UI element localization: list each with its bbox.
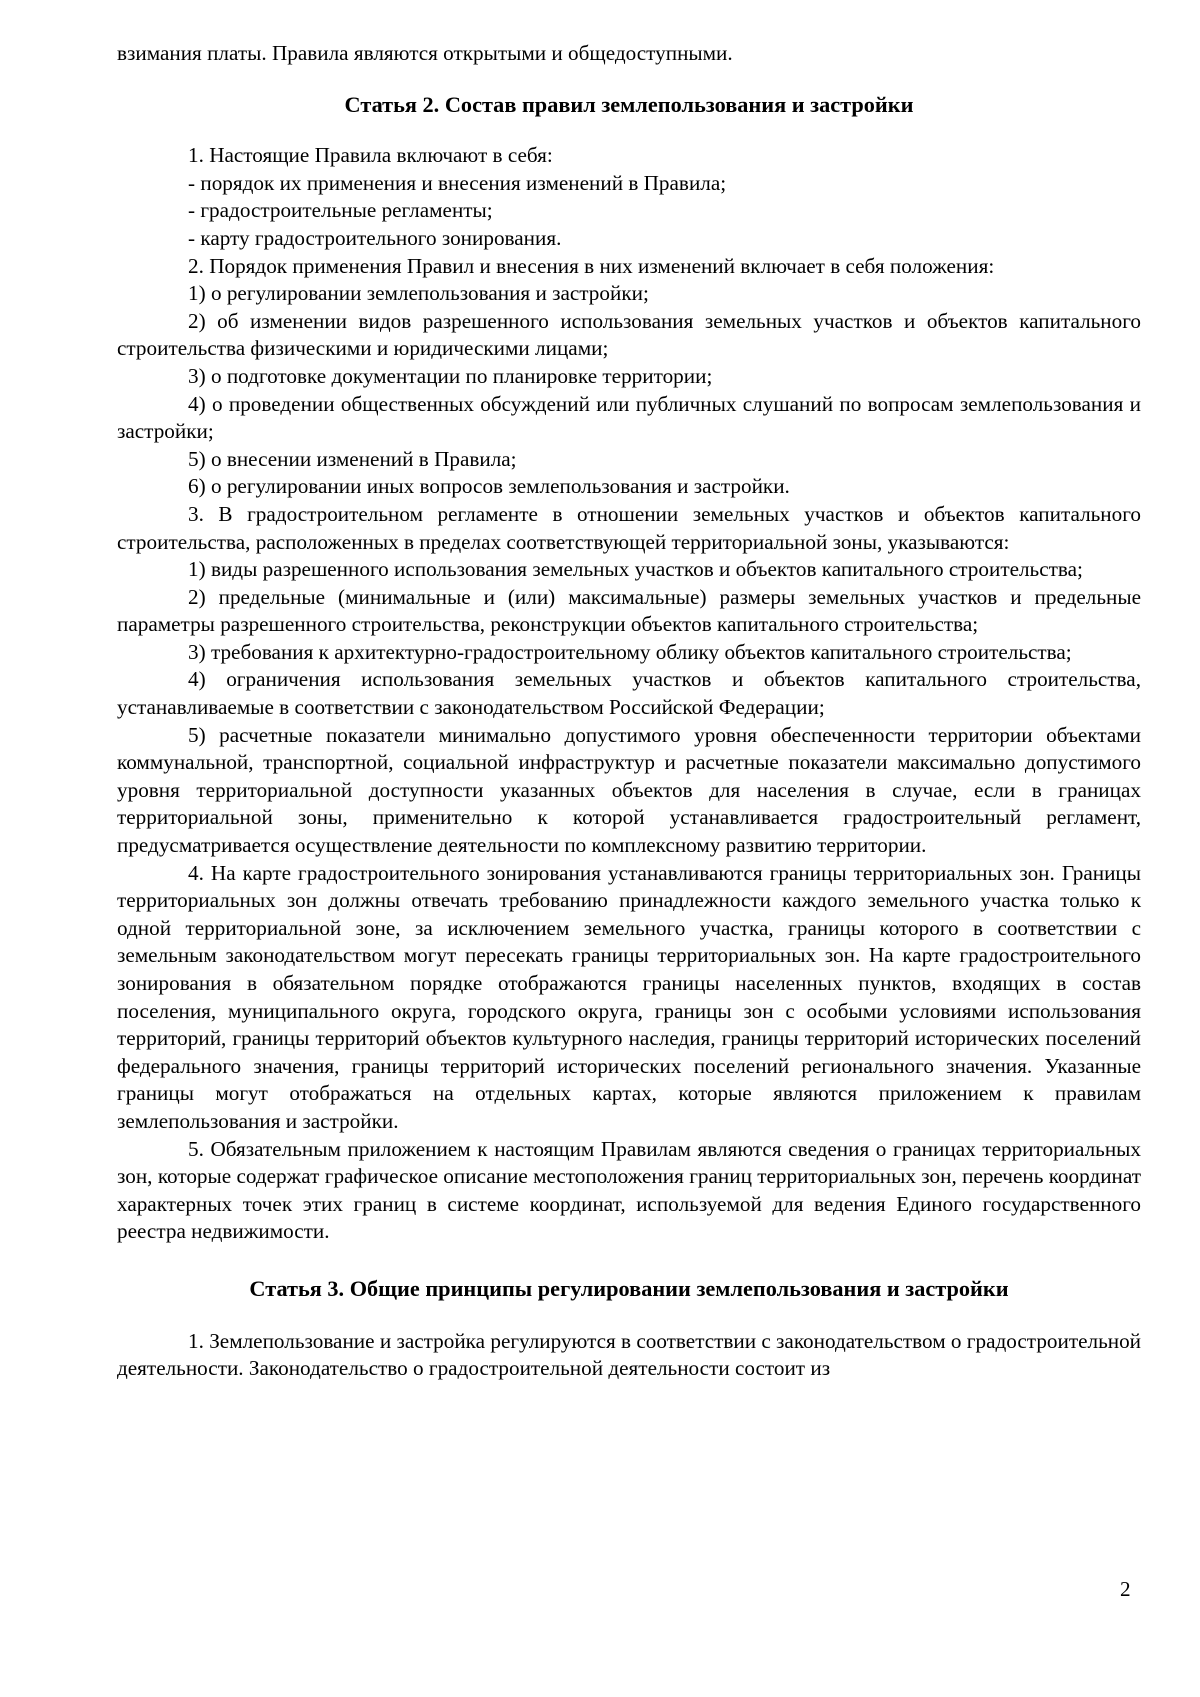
list-item: 2) об изменении видов разрешенного использования земельных участков и объектов капитального строительства физическими и юридическими лицами; [117, 308, 1141, 361]
list-item: - порядок их применения и внесения изменений в Правила; [188, 170, 727, 195]
list-item: 1) виды разрешенного использования земельных участков и объектов капитального строительства; [188, 557, 1083, 582]
list-item: 2) предельные (минимальные и (или) максимальные) размеры земельных участков и предельные параметры разрешенного строительства, реконструкции объектов капитального строительства; [117, 584, 1141, 637]
article-2-heading: Статья 2. Состав правил землепользования и застройки [344, 91, 914, 117]
paragraph: 1. Настоящие Правила включают в себя: [188, 143, 553, 168]
paragraph: 2. Порядок применения Правил и внесения в них изменений включает в себя положения: [188, 253, 995, 278]
paragraph: 5. Обязательным приложением к настоящим Правилам являются сведения о границах территориальных зон, которые содержат графическое описание местоположения границ территориальных зон, перечень координат характерных точек этих границ в системе координат, используемой для ведения Единого государственного реестра недвижимости. [117, 1136, 1141, 1244]
list-item: 3) о подготовке документации по планировке территории; [188, 363, 713, 388]
paragraph: 3. В градостроительном регламенте в отношении земельных участков и объектов капитального строительства, расположенных в пределах соответствующей территориальной зоны, указываются: [117, 501, 1141, 554]
list-item: 3) требования к архитектурно-градостроительному облику объектов капитального строительства; [188, 639, 1072, 664]
page-number: 2 [1120, 1577, 1131, 1601]
paragraph: 1. Землепользование и застройка регулируются в соответствии с законодательством о градостроительной деятельности. Законодательство о градостроительной деятельности состоит из [117, 1328, 1142, 1381]
list-item: - градостроительные регламенты; [188, 198, 493, 223]
continued-text: взимания платы. Правила являются открытыми и общедоступными. [117, 41, 733, 65]
article-3-heading: Статья 3. Общие принципы регулировании землепользования и застройки [249, 1275, 1009, 1301]
list-item: 5) расчетные показатели минимально допустимого уровня обеспеченности территории объектами коммунальной, транспортной, социальной инфраструктур и расчетные показатели максимально допустимого уровня территориальной доступности указанных объектов для населения в случае, если в границах территориальной зоны, применительно к которой устанавливается градостроительный регламент, предусматривается осуществление деятельности по комплексному развитию территории. [117, 722, 1141, 858]
list-item: - карту градостроительного зонирования. [188, 225, 562, 250]
list-item: 4) ограничения использования земельных участков и объектов капитального строительства, устанавливаемые в соответствии с законодательством Российской Федерации; [117, 667, 1141, 720]
list-item: 5) о внесении изменений в Правила; [188, 446, 517, 471]
paragraph: 4. На карте градостроительного зонирования устанавливаются границы территориальных зон. Границы территориальных зон должны отвечать требованию принадлежности каждого земельного участка только к одной территориальной зоне, за исключением земельного участка, границы которого в соответствии с земельным законодательством могут пересекать границы территориальных зон. На карте градостроительного зонирования в обязательном порядке отображаются границы населенных пунктов, входящих в состав поселения, муниципального округа, городского округа, границы зон с особыми условиями использования территорий, границы территорий объектов культурного наследия, границы территорий исторических поселений федерального значения, границы территорий исторических поселений регионального значения. Указанные границы могут отображаться на отдельных картах, которые являются приложением к правилам землепользования и застройки. [117, 860, 1141, 1133]
list-item: 4) о проведении общественных обсуждений или публичных слушаний по вопросам землепользования и застройки; [117, 391, 1141, 444]
list-item: 1) о регулировании землепользования и застройки; [188, 281, 649, 306]
list-item: 6) о регулировании иных вопросов землепользования и застройки. [188, 474, 790, 499]
